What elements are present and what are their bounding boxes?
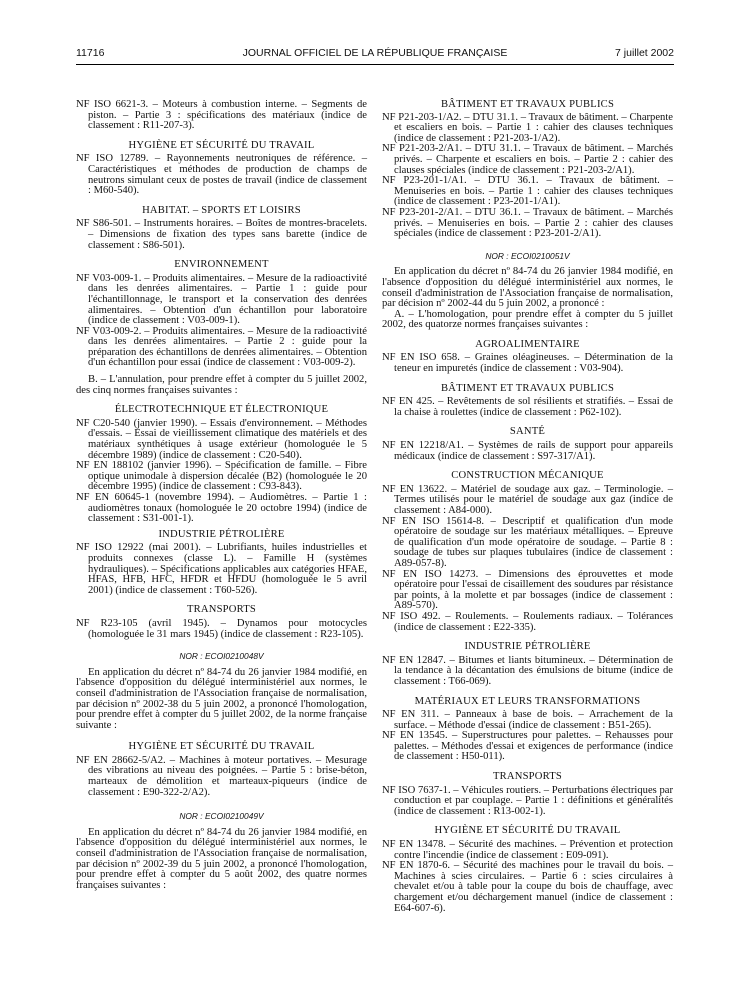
norm-entry: NF EN 1870-6. – Sécurité des machines pour le travail du bois. – Machines à scies circulaires. – Partie 6 : scies circulaires à chevalet et/ou à table pour la coupe du bois de chauffage, avec chargement et/ou déchargement manuel (indice de classement : E64-607-6). bbox=[382, 860, 673, 914]
norm-entry: NF P23-201-2/A1. – DTU 36.1. – Travaux de bâtiment. – Marchés privés. – Menuiseries en bois. – Partie 2 : cahier des clauses spéciales (indice de classement : P23-201-2/A1). bbox=[382, 206, 673, 240]
norm-entry: NF EN 12847. – Bitumes et liants bitumineux. – Détermination de la tendance à la décantation des émulsions de bitume (indice de classement : T66-069). bbox=[382, 654, 673, 687]
norm-entry: NF R23-105 (avril 1945). – Dynamos pour motocycles (homologuée le 31 mars 1945) (indice de classement : R23-105). bbox=[76, 617, 367, 640]
section-heading: ÉLECTROTECHNIQUE ET ÉLECTRONIQUE bbox=[114, 404, 329, 416]
norm-entry: NF EN ISO 15614-8. – Descriptif et qualification d'un mode opératoire de soudage sur les matériaux métalliques. – Epreuve de qualification d'un mode opératoire de soudage. – Partie 8 : soudage de tubes sur plaques tubulaires (indice de classement : A89-057-8). bbox=[382, 515, 673, 569]
paragraph: A. – L'homologation, pour prendre effet à compter du 5 juillet 2002, des quatorze normes françaises suivantes : bbox=[382, 308, 673, 331]
page-number: 11716 bbox=[76, 47, 105, 59]
norm-entry: NF V03-009-1. – Produits alimentaires. – Mesure de la radioactivité dans les denrées alimentaires. – Partie 1 : guide pour l'échantillonnage, le transport et la conservation des denrées alimentaires. – Obtention d'un échantillon pour laboratoire (indice de classement : V03-009-1). bbox=[76, 272, 367, 327]
section-heading: HYGIÈNE ET SÉCURITÉ DU TRAVAIL bbox=[434, 825, 621, 837]
norm-entry: NF ISO 7637-1. – Véhicules routiers. – Perturbations électriques par conduction et par couplage. – Partie 1 : définitions et généralités (indice de classement : R13-002-1). bbox=[382, 784, 673, 817]
norm-entry: NF P21-203-1/A2. – DTU 31.1. – Travaux de bâtiment. – Charpente et escaliers en bois. – Partie 1 : cahier des clauses techniques (indice de classement : P21-203-1/A2). bbox=[382, 111, 673, 144]
norm-entry: NF P21-203-2/A1. – DTU 31.1. – Travaux de bâtiment. – Marchés privés. – Charpente et escaliers en bois. – Partie 2 : cahier des clauses spéciales (indice de classement : P21-203-2/A1). bbox=[382, 143, 673, 176]
nor-reference: NOR : ECOI0210049V bbox=[179, 811, 264, 822]
paragraph: En application du décret nº 84-74 du 26 janvier 1984 modifié, en l'absence d'opposition du délégué interministériel aux normes, le conseil d'administration de l'Association française de normalisation, par décision nº 2002-39 du 5 juin 2002, a prononcé l'homologation, pour prendre effet à compter du 5 août 2002, des quatre normes françaises suivantes : bbox=[76, 826, 367, 891]
section-heading: TRANSPORTS bbox=[186, 604, 257, 616]
norm-entry: NF ISO 492. – Roulements. – Roulements radiaux. – Tolérances (indice de classement : E22-335). bbox=[382, 610, 673, 633]
page-header bbox=[76, 47, 674, 61]
norm-entry: NF EN 60645-1 (novembre 1994). – Audiomètres. – Partie 1 : audiomètres tonaux (homologuée le 20 octobre 1994) (indice de classement : S31-001-1). bbox=[76, 492, 367, 525]
section-heading: CONSTRUCTION MÉCANIQUE bbox=[451, 470, 604, 482]
norm-entry: NF EN 425. – Revêtements de sol résilients et stratifiés. – Essai de la chaise à roulettes (indice de classement : P62-102). bbox=[382, 396, 673, 418]
section-heading: AGROALIMENTAIRE bbox=[475, 338, 580, 350]
norm-entry: NF S86-501. – Instruments horaires. – Boîtes de montres-bracelets. – Dimensions de fixation des types sans barette (indice de classement : S86-501). bbox=[76, 218, 367, 251]
paragraph: En application du décret nº 84-74 du 26 janvier 1984 modifié, en l'absence d'opposition du délégué interministériel aux normes, le conseil d'administration de l'Association française de normalisation, par décision nº 2002-38 du 5 juin 2002, a prononcé l'homologation, pour prendre effet à compter du 5 juillet 2002, de la norme française suivante : bbox=[76, 666, 367, 731]
norm-entry: NF ISO 12922 (mai 2001). – Lubrifiants, huiles industrielles et produits connexes (classe L). – Famille H (systèmes hydrauliques). – Spécifications applicables aux catégories HFAE, HFAS, HFB, HFC, HFDR et HFDU (homologuée le 5 avril 2001) (indice de classement : T60-526). bbox=[76, 542, 367, 596]
section-heading: SANTÉ bbox=[509, 426, 546, 438]
header-rule bbox=[76, 64, 674, 65]
paragraph: En application du décret nº 84-74 du 26 janvier 1984 modifié, en l'absence d'opposition du délégué interministériel aux normes, le conseil d'administration de l'Association française de normalisation, par décision nº 2002-44 du 5 juin 2002, a prononcé : bbox=[382, 266, 673, 310]
section-heading: TRANSPORTS bbox=[492, 771, 563, 783]
norm-entry: NF EN 12218/A1. – Systèmes de rails de support pour appareils médicaux (indice de classement : S97-317/A1). bbox=[382, 440, 673, 462]
norm-entry: NF EN 28662-5/A2. – Machines à moteur portatives. – Mesurage des vibrations au niveau des poignées. – Partie 5 : brise-béton, marteaux de démolition et marteaux-piqueurs (indice de classement : E90-322-2/A2). bbox=[76, 754, 367, 798]
norm-entry: NF EN 13478. – Sécurité des machines. – Prévention et protection contre l'incendie (indice de classement : E09-091). bbox=[382, 839, 673, 861]
section-heading: MATÉRIAUX ET LEURS TRANSFORMATIONS bbox=[414, 695, 641, 707]
section-heading: HYGIÈNE ET SÉCURITÉ DU TRAVAIL bbox=[128, 139, 315, 151]
norm-entry: NF C20-540 (janvier 1990). – Essais d'environnement. – Méthodes d'essais. – Essai de vieillissement climatique des matériels et des matériaux synthétiques à usage extérieur (homologuée le 5 décembre 1989) (indice de classement : C20-540). bbox=[76, 417, 367, 461]
section-heading: BÂTIMENT ET TRAVAUX PUBLICS bbox=[440, 382, 615, 394]
norm-entry: NF EN ISO 658. – Graines oléagineuses. – Détermination de la teneur en impuretés (indice de classement : V03-904). bbox=[382, 352, 673, 375]
norm-entry: NF P23-201-1/A1. – DTU 36.1. – Travaux de bâtiment. – Menuiseries en bois. – Partie 1 : cahier des clauses techniques (indice de classement : P23-201-1/A1). bbox=[382, 175, 673, 208]
section-heading: HYGIÈNE ET SÉCURITÉ DU TRAVAIL bbox=[128, 741, 315, 753]
section-heading: BÂTIMENT ET TRAVAUX PUBLICS bbox=[440, 99, 615, 110]
section-heading: ENVIRONNEMENT bbox=[174, 259, 269, 271]
norm-entry: NF EN 311. – Panneaux à base de bois. – Arrachement de la surface. – Méthode d'essai (indice de classement : B51-265). bbox=[382, 709, 673, 731]
paragraph: B. – L'annulation, pour prendre effet à compter du 5 juillet 2002, des cinq normes françaises suivantes : bbox=[76, 374, 367, 396]
section-heading: INDUSTRIE PÉTROLIÈRE bbox=[158, 528, 285, 540]
norm-entry: NF EN 188102 (janvier 1996). – Spécification de famille. – Fibre optique unimodale à dispersion décalée (B2) (homologuée le 20 décembre 1995) (indice de classement : C93-843). bbox=[76, 460, 367, 493]
norm-entry: NF ISO 6621-3. – Moteurs à combustion interne. – Segments de piston. – Partie 3 : spécifications des matériaux (indice de classement : R11-207-3). bbox=[76, 99, 367, 132]
section-heading: INDUSTRIE PÉTROLIÈRE bbox=[464, 641, 591, 653]
norm-entry: NF ISO 12789. – Rayonnements neutroniques de référence. – Caractéristiques et méthodes de production de champs de neutrons simulant ceux de postes de travail (indice de classement : M60-540). bbox=[76, 153, 367, 197]
norm-entry: NF EN 13622. – Matériel de soudage aux gaz. – Terminologie. – Termes utilisés pour le matériel de soudage aux gaz (indice de classement : A84-000). bbox=[382, 483, 673, 516]
issue-date: 7 juillet 2002 bbox=[615, 47, 674, 59]
right-column bbox=[382, 100, 673, 914]
section-heading: HABITAT. – SPORTS ET LOISIRS bbox=[142, 204, 301, 216]
left-column bbox=[76, 100, 367, 891]
norm-entry: NF EN 13545. – Superstructures pour palettes. – Rehausses pour palettes. – Méthodes d'essai et exigences de performance (indice de classement : H50-011). bbox=[382, 730, 673, 763]
journal-title: JOURNAL OFFICIEL DE LA RÉPUBLIQUE FRANÇAISE bbox=[242, 47, 508, 59]
norm-entry: NF V03-009-2. – Produits alimentaires. – Mesure de la radioactivité dans les denrées alimentaires. – Partie 2 : guide pour la préparation des échantillons de denrées alimentaires. – Obtention d'un échantillon pour essai (indice de classement : V03-009-2). bbox=[76, 325, 367, 369]
nor-reference: NOR : ECOI0210051V bbox=[485, 250, 570, 261]
norm-entry: NF EN ISO 14273. – Dimensions des éprouvettes et mode opératoire pour l'essai de cisaillement des soudures par résistance par points, à la molette et par bossages (indice de classement : A89-570). bbox=[382, 568, 673, 612]
nor-reference: NOR : ECOI0210048V bbox=[179, 651, 264, 662]
